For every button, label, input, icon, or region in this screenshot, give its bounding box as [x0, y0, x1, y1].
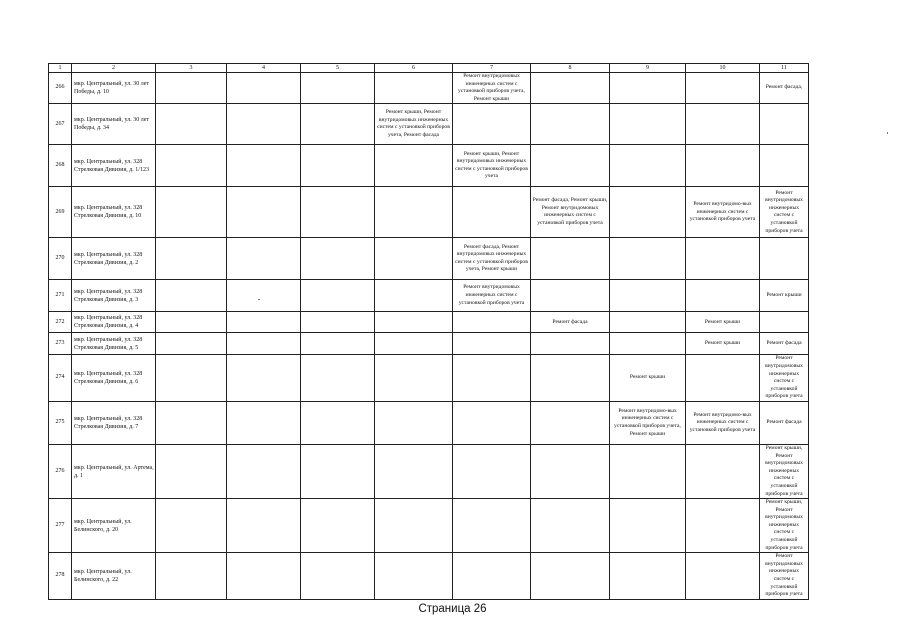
empty-cell — [760, 312, 809, 333]
repair-work-cell: Ремонт крыши — [760, 280, 809, 312]
empty-cell — [531, 280, 610, 312]
empty-cell — [156, 355, 227, 402]
empty-cell — [686, 238, 760, 280]
row-number: 268 — [49, 145, 72, 187]
empty-cell — [453, 401, 531, 444]
empty-cell — [156, 238, 227, 280]
empty-cell — [227, 238, 301, 280]
address-cell: мкр. Центральный, ул. 328 Стрелковая Дивизия, д. 5 — [72, 333, 156, 355]
empty-cell — [686, 280, 760, 312]
row-number: 277 — [49, 499, 72, 553]
row-number: 274 — [49, 355, 72, 402]
empty-cell — [227, 401, 301, 444]
table-row — [49, 145, 809, 187]
column-number: 4 — [227, 64, 301, 73]
row-number: 278 — [49, 553, 72, 600]
column-number: 6 — [375, 64, 453, 73]
empty-cell — [610, 104, 686, 145]
empty-cell — [156, 312, 227, 333]
column-number: 7 — [453, 64, 531, 73]
empty-cell — [453, 187, 531, 238]
repair-work-cell: Ремонт фасада, Ремонт внутридомовых инженерных систем с установкой приборов учета, Ремонт крыши — [453, 238, 531, 280]
empty-cell — [156, 104, 227, 145]
empty-cell — [301, 312, 375, 333]
empty-cell — [301, 280, 375, 312]
repair-work-cell: Ремонт фасада, — [760, 73, 809, 104]
empty-cell — [227, 355, 301, 402]
row-number: 267 — [49, 104, 72, 145]
empty-cell — [301, 238, 375, 280]
page-footer: Страница 26 — [418, 603, 487, 615]
empty-cell — [375, 553, 453, 600]
empty-cell — [531, 355, 610, 402]
empty-cell — [375, 312, 453, 333]
table-row — [49, 553, 809, 600]
row-number: 270 — [49, 238, 72, 280]
repair-work-cell: Ремонт крыши — [686, 333, 760, 355]
repair-work-cell: Ремонт внутридомовых инженерных систем с установкой приборов учета — [760, 355, 809, 402]
table-row — [49, 280, 809, 312]
empty-cell — [375, 280, 453, 312]
column-number: 8 — [531, 64, 610, 73]
empty-cell — [301, 444, 375, 498]
column-number-row — [49, 64, 809, 73]
repair-work-cell: Ремонт крыши, Ремонт внутридомовых инженерных систем с установкой приборов учета — [760, 499, 809, 553]
address-cell: мкр. Центральный, ул. 328 Стрелковая Дивизия, д. 2 — [72, 238, 156, 280]
repair-work-cell: Ремонт фасада — [531, 312, 610, 333]
empty-cell — [610, 499, 686, 553]
empty-cell — [301, 553, 375, 600]
address-cell: мкр. Центральный, ул. 328 Стрелковая Дивизия, д. 3 — [72, 280, 156, 312]
table-row — [49, 104, 809, 145]
empty-cell — [531, 145, 610, 187]
empty-cell — [686, 145, 760, 187]
empty-cell — [375, 499, 453, 553]
empty-cell — [156, 333, 227, 355]
empty-cell — [531, 73, 610, 104]
repair-work-cell: Ремонт внутридомо-вых инженерных систем с установкой приборов учета — [686, 401, 760, 444]
repair-work-cell: Ремонт крыши, Ремонт внутридомовых инженерных систем с установкой приборов учета — [760, 444, 809, 498]
empty-cell — [610, 145, 686, 187]
empty-cell — [531, 238, 610, 280]
empty-cell — [156, 444, 227, 498]
address-cell: мкр. Центральный, ул. 328 Стрелковая Дивизия, д. 6 — [72, 355, 156, 402]
empty-cell — [156, 401, 227, 444]
empty-cell — [227, 333, 301, 355]
row-number: 269 — [49, 187, 72, 238]
row-number: 266 — [49, 73, 72, 104]
empty-cell — [227, 499, 301, 553]
empty-cell — [531, 553, 610, 600]
column-number: 3 — [156, 64, 227, 73]
empty-cell — [375, 401, 453, 444]
empty-cell — [686, 104, 760, 145]
empty-cell — [760, 104, 809, 145]
table-row — [49, 355, 809, 402]
address-cell: мкр. Центральный, ул. Белинского, д. 22 — [72, 553, 156, 600]
repair-work-cell: Ремонт фасада — [760, 333, 809, 355]
empty-cell — [375, 145, 453, 187]
empty-cell — [610, 553, 686, 600]
empty-cell — [610, 187, 686, 238]
address-cell: мкр. Центральный, ул. 328 Стрелковая Дивизия, д. 4 — [72, 312, 156, 333]
table-row — [49, 499, 809, 553]
column-number: 11 — [760, 64, 809, 73]
empty-cell — [686, 444, 760, 498]
repair-work-cell: Ремонт крыши, Ремонт внутридомовых инженерных систем с установкой приборов учета — [453, 145, 531, 187]
address-cell: мкр. Центральный, ул. Артема, д. 1 — [72, 444, 156, 498]
table-row — [49, 444, 809, 498]
empty-cell — [531, 444, 610, 498]
empty-cell — [375, 238, 453, 280]
table-row — [49, 312, 809, 333]
empty-cell — [610, 333, 686, 355]
empty-cell — [227, 104, 301, 145]
capital-repair-table — [48, 63, 809, 600]
address-cell: мкр. Центральный, ул. 328 Стрелковая Дивизия, д. 7 — [72, 401, 156, 444]
empty-cell — [156, 280, 227, 312]
empty-cell — [227, 312, 301, 333]
empty-cell — [760, 238, 809, 280]
empty-cell — [453, 553, 531, 600]
empty-cell — [301, 499, 375, 553]
empty-cell — [531, 333, 610, 355]
empty-cell — [531, 499, 610, 553]
column-number: 10 — [686, 64, 760, 73]
empty-cell — [760, 145, 809, 187]
address-cell: мкр. Центральный, ул. Белинского, д. 20 — [72, 499, 156, 553]
column-number: 5 — [301, 64, 375, 73]
empty-cell — [375, 73, 453, 104]
empty-cell — [610, 238, 686, 280]
empty-cell — [686, 355, 760, 402]
empty-cell — [453, 355, 531, 402]
repair-work-cell: Ремонт внутридомо-вых инженерных систем с установкой приборов учета — [686, 187, 760, 238]
empty-cell — [453, 333, 531, 355]
empty-cell — [301, 104, 375, 145]
empty-cell — [301, 401, 375, 444]
row-number: 272 — [49, 312, 72, 333]
empty-cell — [227, 73, 301, 104]
repair-work-cell: Ремонт внутридомовых инженерных систем с установкой приборов учета — [760, 187, 809, 238]
repair-work-cell: Ремонт крыши, Ремонт внутридомовых инженерных систем с установкой приборов учета, Ремонт фасада — [375, 104, 453, 145]
table-row — [49, 187, 809, 238]
column-number: 1 — [49, 64, 72, 73]
address-cell: мкр. Центральный, ул. 30 лет Победы, д. 34 — [72, 104, 156, 145]
row-number: 273 — [49, 333, 72, 355]
table-row — [49, 73, 809, 104]
empty-cell — [453, 444, 531, 498]
table-row — [49, 401, 809, 444]
row-number: 275 — [49, 401, 72, 444]
empty-cell — [156, 553, 227, 600]
empty-cell — [156, 145, 227, 187]
empty-cell — [686, 73, 760, 104]
empty-cell — [610, 312, 686, 333]
empty-cell — [375, 333, 453, 355]
column-number: 2 — [72, 64, 156, 73]
repair-work-cell: Ремонт крыши — [610, 355, 686, 402]
repair-work-cell: Ремонт внутридомо-вых инженерных систем с установкой приборов учета, Ремонт крыши — [610, 401, 686, 444]
empty-cell — [375, 187, 453, 238]
empty-cell — [610, 280, 686, 312]
empty-cell — [301, 333, 375, 355]
empty-cell — [227, 280, 301, 312]
empty-cell — [453, 104, 531, 145]
empty-cell — [227, 187, 301, 238]
empty-cell — [227, 145, 301, 187]
empty-cell — [686, 499, 760, 553]
empty-cell — [610, 73, 686, 104]
empty-cell — [301, 73, 375, 104]
repair-work-cell: Ремонт фасада — [760, 401, 809, 444]
repair-work-cell: Ремонт фасада, Ремонт крыши, Ремонт внутридомовых инженерных систем с установкой приборов учета — [531, 187, 610, 238]
row-number: 276 — [49, 444, 72, 498]
address-cell: мкр. Центральный, ул. 328 Стрелковая Дивизия, д. 1/123 — [72, 145, 156, 187]
repair-work-cell: Ремонт внутридомовых инженерных систем с установкой приборов учета — [453, 280, 531, 312]
empty-cell — [686, 553, 760, 600]
repair-work-cell: Ремонт внутридомовых инженерных систем с установкой приборов учета — [760, 553, 809, 600]
empty-cell — [227, 553, 301, 600]
empty-cell — [227, 444, 301, 498]
table-row — [49, 238, 809, 280]
empty-cell — [301, 145, 375, 187]
empty-cell — [375, 355, 453, 402]
empty-cell — [453, 312, 531, 333]
empty-cell — [301, 355, 375, 402]
empty-cell — [453, 499, 531, 553]
scan-speck — [887, 132, 888, 134]
empty-cell — [531, 104, 610, 145]
address-cell: мкр. Центральный, ул. 30 лет Победы, д. 10 — [72, 73, 156, 104]
column-number: 9 — [610, 64, 686, 73]
empty-cell — [375, 444, 453, 498]
repair-work-cell: Ремонт внутридомовых инженерных систем с установкой приборов учета, Ремонт крыши — [453, 73, 531, 104]
empty-cell — [156, 499, 227, 553]
scan-speck — [258, 299, 260, 300]
empty-cell — [610, 444, 686, 498]
row-number: 271 — [49, 280, 72, 312]
empty-cell — [156, 73, 227, 104]
empty-cell — [156, 187, 227, 238]
empty-cell — [301, 187, 375, 238]
table-row — [49, 333, 809, 355]
repair-work-cell: Ремонт крыши — [686, 312, 760, 333]
address-cell: мкр. Центральный, ул. 328 Стрелковая Дивизия, д. 10 — [72, 187, 156, 238]
empty-cell — [531, 401, 610, 444]
